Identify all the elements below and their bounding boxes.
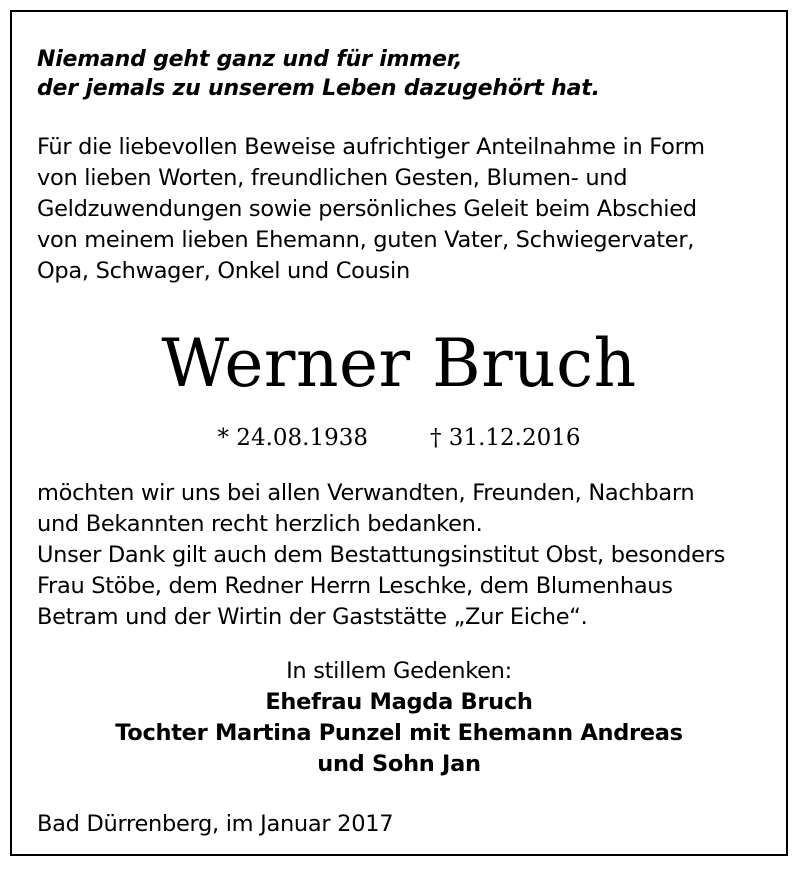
thanks-line: Betram und der Wirtin der Gaststätte „Zur Eiche“. — [37, 604, 588, 630]
obituary-frame — [10, 10, 788, 856]
intro-line: Geldzuwendungen sowie persönliches Geleit beim Abschied — [37, 196, 697, 222]
motto-quote — [37, 45, 600, 103]
thanks-line: möchten wir uns bei allen Verwandten, Freunden, Nachbarn — [37, 480, 695, 506]
intro-line: von meinem lieben Ehemann, guten Vater, Schwiegervater, — [37, 227, 695, 253]
mourner-name: Tochter Martina Punzel mit Ehemann Andreas — [115, 720, 683, 746]
intro-paragraph — [37, 132, 777, 287]
intro-line: Opa, Schwager, Onkel und Cousin — [37, 258, 410, 284]
motto-line: Niemand geht ganz und für immer, — [37, 47, 463, 72]
motto-line: der jemals zu unserem Leben dazugehört hat. — [37, 76, 600, 101]
intro-line: Für die liebevollen Beweise aufrichtiger Anteilnahme in Form — [37, 134, 705, 160]
thanks-line: und Bekannten recht herzlich bedanken. — [37, 511, 483, 537]
memory-heading: In stillem Gedenken: — [286, 658, 512, 684]
thanks-paragraph — [37, 478, 787, 633]
life-dates — [12, 422, 786, 454]
intro-line: von lieben Worten, freundlichen Gesten, Blumen- und — [37, 165, 628, 191]
thanks-line: Frau Stöbe, dem Redner Herrn Leschke, dem Blumenhaus — [37, 573, 673, 599]
mourner-name: und Sohn Jan — [317, 751, 481, 777]
thanks-line: Unser Dank gilt auch dem Bestattungsinstitut Obst, besonders — [37, 542, 725, 568]
memory-block — [12, 656, 786, 780]
death-date: † 31.12.2016 — [430, 425, 581, 451]
mourner-name: Ehefrau Magda Bruch — [265, 689, 533, 715]
deceased-name: Werner Bruch — [161, 325, 637, 402]
birth-date: * 24.08.1938 — [217, 425, 368, 451]
place-date: Bad Dürrenberg, im Januar 2017 — [37, 811, 394, 837]
